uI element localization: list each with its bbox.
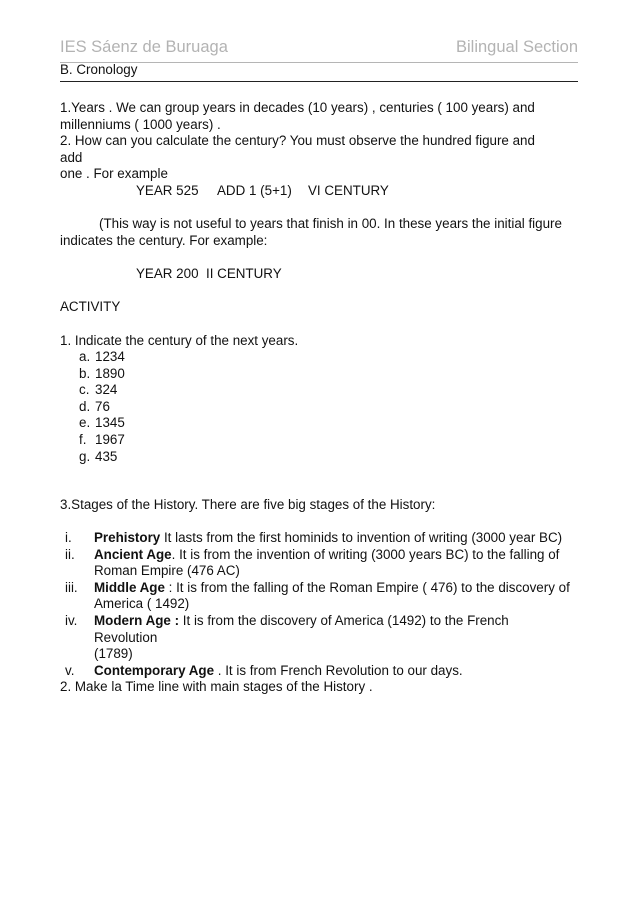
note-paragraph (60, 216, 580, 249)
title-divider (60, 81, 578, 82)
list-item: b. 1890 (79, 365, 125, 381)
header-divider (60, 62, 578, 63)
list-item: v. Contemporary Age . It is from French Revolution to our days. (65, 662, 463, 678)
example-one-century: VI CENTURY (308, 183, 389, 198)
stage-name: Contemporary Age (94, 662, 215, 678)
list-item: c. 324 (79, 382, 118, 398)
stage-name: Ancient Age (94, 546, 172, 562)
list-item: iv. Modern Age : It is from the discovery of America (1492) to the French Revolution (1789) (65, 612, 509, 662)
intro-paragraph (60, 100, 560, 183)
activity-heading: ACTIVITY (60, 299, 121, 314)
note-line2: indicates the century. For example: (60, 232, 268, 248)
stage-name: Prehistory (94, 530, 161, 545)
stage-name: Modern Age : (94, 612, 180, 628)
example-one-add: ADD 1 (5+1) (217, 183, 292, 198)
list-item: i. Prehistory It lasts from the first hominids to invention of writing (3000 year BC) (65, 530, 563, 545)
final-task: 2. Make la Time line with main stages of the History . (60, 679, 373, 694)
list-item: f. 1967 (79, 431, 125, 447)
stages-intro: 3.Stages of the History. There are five big stages of the History: (60, 497, 436, 512)
list-item: a. 1234 (79, 349, 125, 364)
note-line1: (This way is not useful to years that finish in 00. In these years the initial figure (99, 216, 562, 231)
example-one-year: YEAR 525 (136, 183, 199, 198)
section-title: B. Cronology (60, 62, 138, 77)
intro-p1-line2: millenniums ( 1000 years) . (60, 116, 221, 132)
intro-p1-line1: 1.Years . We can group years in decades (10 years) , centuries ( 100 years) and (60, 100, 535, 115)
example-two-century: II CENTURY (206, 266, 282, 281)
stages-list (60, 530, 570, 679)
intro-p2-line2: one . For example (60, 166, 168, 182)
list-item: d. 76 (79, 398, 110, 414)
header-section: Bilingual Section (456, 38, 578, 56)
intro-p2-line1: 2. How can you calculate the century? You must observe the hundred figure and add (60, 133, 535, 165)
header-school: IES Sáenz de Buruaga (60, 38, 228, 56)
list-item: g. 435 (79, 448, 118, 464)
activity-list (79, 349, 579, 465)
list-item: iii. Middle Age : It is from the falling of the Roman Empire ( 476) to the discovery of America ( 1492) (65, 579, 570, 612)
list-item: e. 1345 (79, 415, 125, 431)
list-item: ii. Ancient Age. It is from the invention of writing (3000 years BC) to the falling of Roman Empire (476 AC) (65, 546, 560, 579)
activity-instruction: 1. Indicate the century of the next years. (60, 333, 299, 348)
example-two-year: YEAR 200 (136, 266, 199, 281)
stage-name: Middle Age (94, 579, 165, 595)
